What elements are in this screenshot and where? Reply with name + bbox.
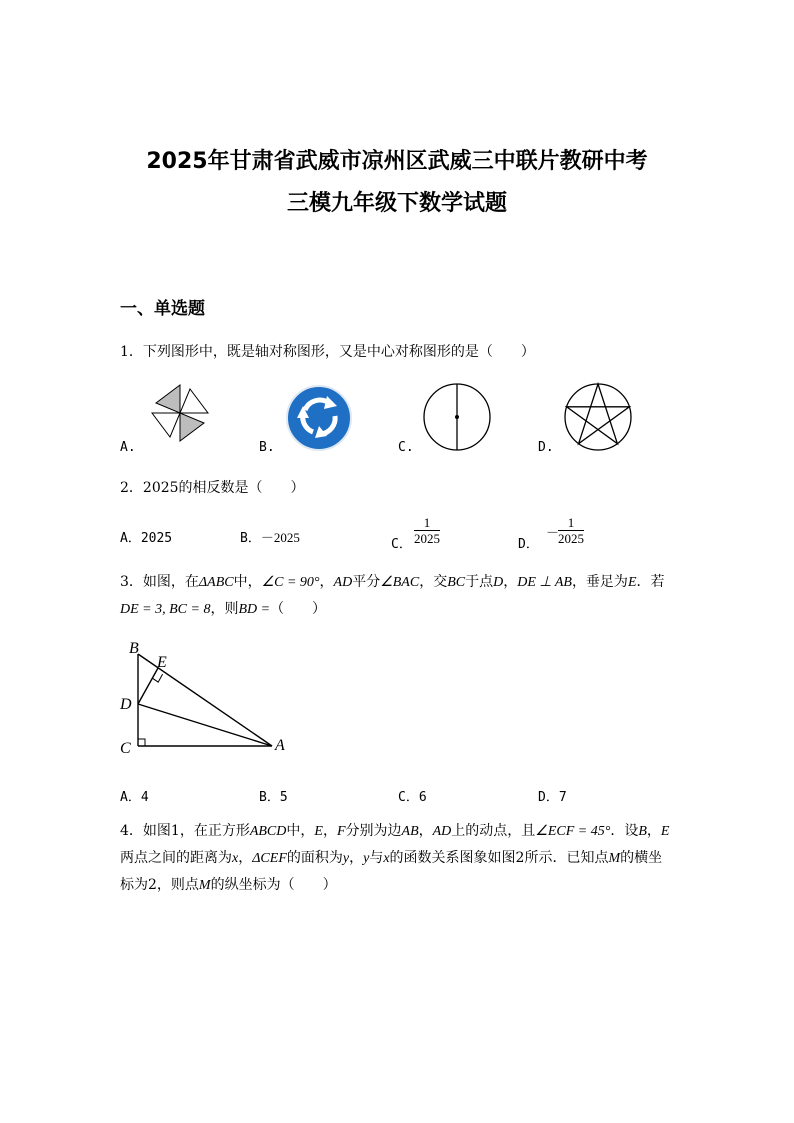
- circle-diameter-figure: [421, 381, 493, 453]
- q2-option-d-sign: －: [546, 525, 560, 540]
- q2-option-a[interactable]: A．2025: [120, 531, 173, 546]
- q4-math-2: E: [314, 824, 323, 839]
- q3-text-5: ，交: [419, 574, 448, 590]
- q2-option-c-denominator: 2025: [414, 531, 440, 546]
- label-b: B: [129, 640, 139, 657]
- pinwheel-figure: [140, 383, 220, 443]
- roundabout-sign-figure: [285, 384, 353, 452]
- q3-option-a[interactable]: A．4: [120, 790, 149, 805]
- q4-text-3: ，: [322, 823, 337, 839]
- q3-math-9: DE = 3, BC = 8: [120, 602, 211, 617]
- q3-text-1: 3．如图，在: [120, 574, 199, 590]
- q4-text-9: 两点之间的距离为: [120, 850, 232, 866]
- q3-text-10: ，则: [210, 601, 239, 617]
- q1-option-b[interactable]: B.: [259, 440, 275, 455]
- q3-math-8: E: [627, 575, 637, 590]
- star-in-circle-figure: [562, 381, 634, 453]
- q4-text-2: 中，: [286, 823, 315, 839]
- q4-text-13: 与: [369, 850, 384, 866]
- q3-math-3: AD: [333, 575, 353, 590]
- q3-math-5: BC: [447, 575, 466, 590]
- q3-math-1: ΔABC: [198, 575, 234, 590]
- q2-option-d-denominator: 2025: [558, 531, 584, 546]
- q4-math-8: E: [660, 824, 670, 839]
- q3-math-10: BD =: [238, 602, 271, 617]
- q2-option-c-numerator: 1: [414, 516, 440, 531]
- q4-math-4: AB: [401, 824, 419, 839]
- q1-option-c[interactable]: C.: [398, 440, 414, 455]
- q3-text-7: ，: [503, 574, 518, 590]
- q2-option-c-fraction: [414, 516, 440, 546]
- q4-math-9: x: [232, 851, 239, 866]
- title-line-1: 2025年甘肃省武威市凉州区武威三中联片教研中考: [146, 149, 648, 174]
- q4-math-3: F: [336, 824, 346, 839]
- q3-option-b[interactable]: B．5: [259, 790, 288, 805]
- question-1-text: 1．下列图形中，既是轴对称图形，又是中心对称图形的是（ ）: [120, 344, 535, 360]
- q4-text-8: ，: [646, 823, 661, 839]
- q3-math-4: ∠BAC: [380, 575, 420, 590]
- q3-text-8: ，垂足为: [571, 574, 628, 590]
- q4-math-7: B: [638, 824, 647, 839]
- label-e: E: [157, 654, 167, 671]
- q4-math-15: M: [198, 878, 211, 893]
- q3-option-d[interactable]: D．7: [538, 790, 567, 805]
- section-heading: 一、单选题: [120, 299, 205, 319]
- question-3-text: [120, 569, 680, 623]
- q1-option-d[interactable]: D.: [538, 440, 554, 455]
- q2-option-b-value: －2025: [260, 530, 300, 545]
- title-line-2: 三模九年级下数学试题: [286, 191, 507, 216]
- q4-math-14: M: [608, 851, 621, 866]
- q4-math-5: AD: [432, 824, 452, 839]
- q4-math-13: x: [383, 851, 390, 866]
- q2-option-b-label: B．: [240, 531, 261, 546]
- q3-math-6: D: [493, 575, 504, 590]
- q4-text-10: ，: [238, 850, 253, 866]
- label-a: A: [275, 737, 285, 754]
- triangle-abc-figure: [112, 636, 292, 766]
- q4-text-12: ，: [349, 850, 364, 866]
- q4-text-16: 的纵坐标为（ ）: [210, 877, 337, 893]
- q4-text-4: 分别为边: [345, 823, 402, 839]
- q2-option-d-numerator: 1: [558, 516, 584, 531]
- q2-option-b[interactable]: [240, 527, 300, 546]
- q4-text-1: 4．如图1，在正方形: [120, 823, 250, 839]
- q4-text-15: 的横坐标为2，则点: [120, 850, 663, 893]
- q4-math-11: y: [342, 851, 350, 866]
- q4-math-1: ABCD: [249, 824, 287, 839]
- q4-text-6: 上的动点，且: [451, 823, 536, 839]
- q3-option-c[interactable]: C．6: [398, 790, 427, 805]
- q4-math-10: ΔCEF: [252, 851, 287, 866]
- q2-option-d-fraction: [558, 516, 584, 546]
- label-d: D: [120, 696, 132, 713]
- q3-text-4: 平分: [352, 574, 381, 590]
- label-c: C: [120, 740, 131, 757]
- q3-text-2: 中，: [233, 574, 262, 590]
- q4-math-6: ∠ECF = 45°: [535, 824, 611, 839]
- q4-text-5: ，: [418, 823, 433, 839]
- q3-math-7: DE ⊥ AB: [517, 575, 572, 590]
- q3-text-11: （ ）: [270, 601, 327, 617]
- q4-math-12: y: [363, 851, 370, 866]
- q2-option-d-label[interactable]: D．: [518, 537, 539, 552]
- q3-text-3: ，: [319, 574, 334, 590]
- q4-text-11: 的面积为: [286, 850, 343, 866]
- q3-math-2: ∠C = 90°: [261, 575, 320, 590]
- q1-option-a[interactable]: A.: [120, 440, 136, 455]
- q2-option-c-label[interactable]: C．: [391, 537, 412, 552]
- q4-text-14: 的函数关系图象如图2所示．已知点: [389, 850, 609, 866]
- q3-text-9: ．若: [636, 574, 665, 590]
- question-2-text: 2．2025的相反数是（ ）: [120, 480, 305, 496]
- q3-text-6: 于点: [465, 574, 494, 590]
- question-4-text: [120, 818, 676, 899]
- q4-text-7: ．设: [610, 823, 639, 839]
